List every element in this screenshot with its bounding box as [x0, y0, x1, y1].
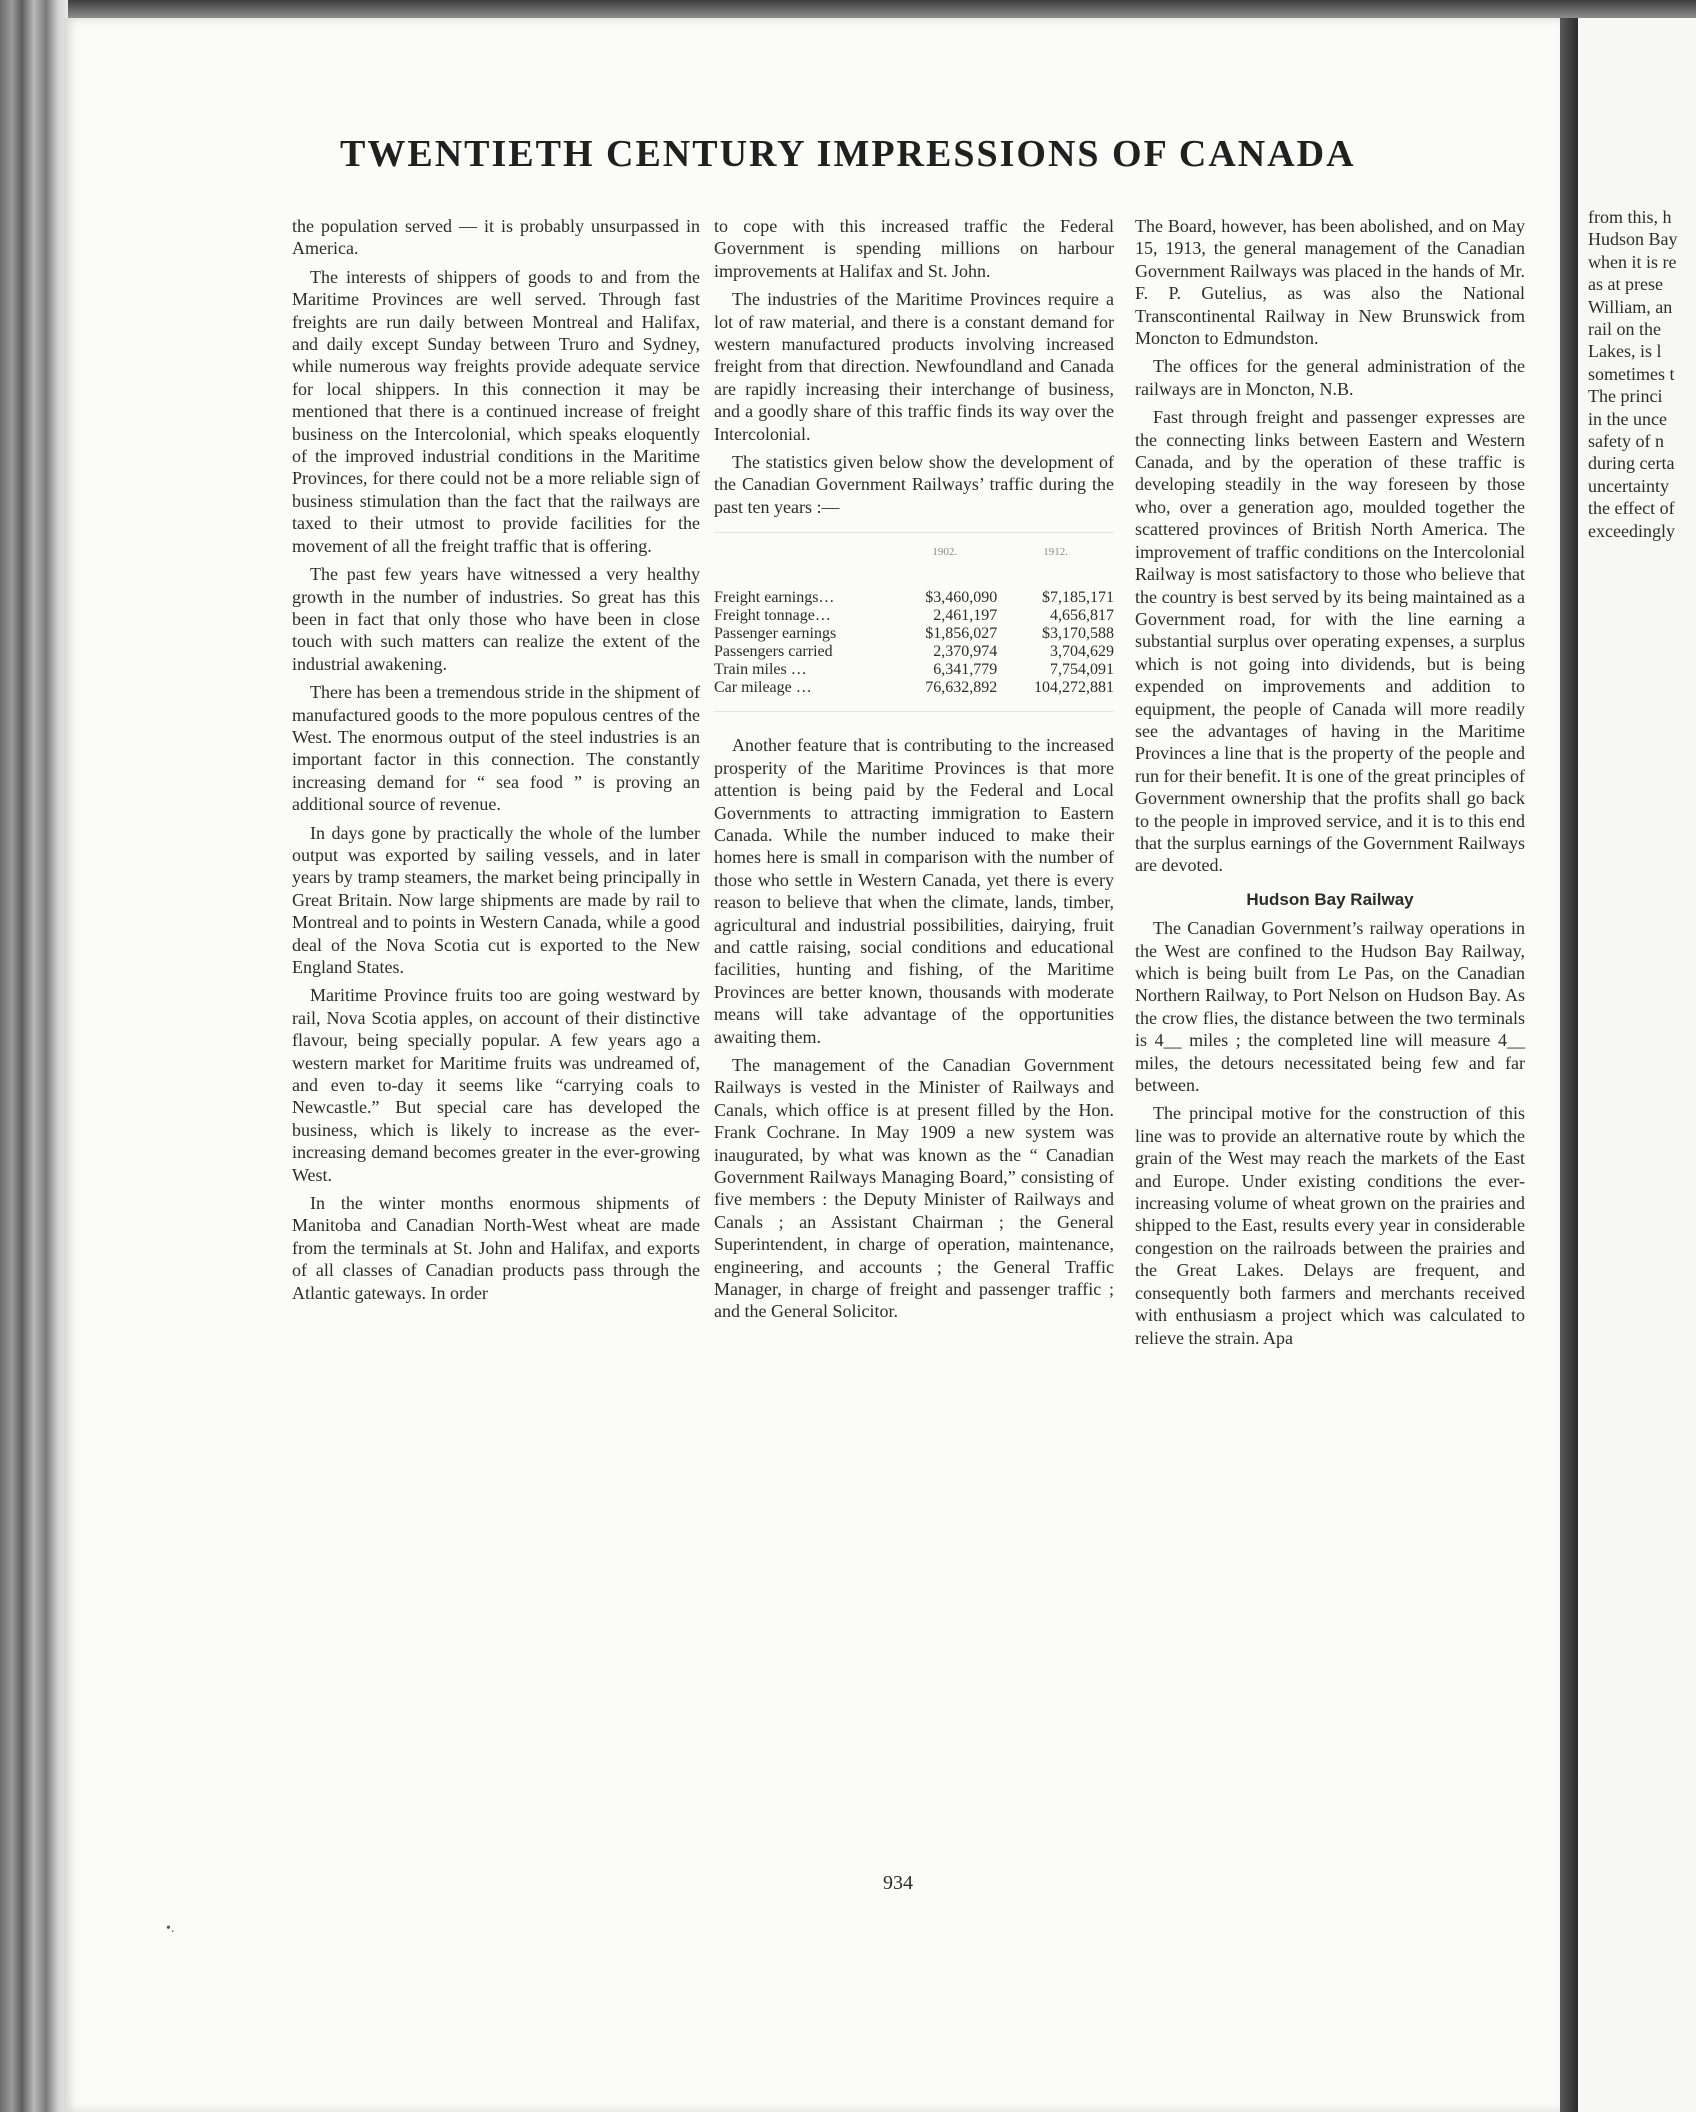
- next-page-line: The princi: [1588, 386, 1663, 407]
- stray-mark: •.: [166, 1921, 175, 1936]
- next-page-line: uncertainty: [1588, 475, 1669, 496]
- table-cell: $3,170,588: [1042, 625, 1114, 643]
- scan-left-edge: [0, 0, 68, 2112]
- next-page-line: in the unce: [1588, 408, 1667, 429]
- column-3: [1135, 215, 1525, 1355]
- paragraph: The offices for the general administration of the railways are in Moncton, N.B.: [1135, 356, 1525, 399]
- paragraph: The industries of the Maritime Provinces require a lot of raw material, and there is a constant demand for western manufactured products involving increased freight from that direction. Newfoundland and Canada are rapidly increasing their interchange of business, and a goodly share of this traffic finds its way over the Intercolonial.: [714, 289, 1114, 444]
- table-cell: $1,856,027: [925, 625, 998, 643]
- next-page-line: the effect of: [1588, 498, 1675, 519]
- table-cell: 6,341,779: [933, 661, 998, 679]
- paragraph: Another feature that is contributing to the increased prosperity of the Maritime Provinces is that more attention is being paid by the Federal and Local Governments to attracting immigration to Eastern Canada. While the number induced to make their homes here is small in comparison with the number of those who settle in Western Canada, yet there is every reason to believe that when the climate, lands, timber, agricultural and industrial possibilities, dairying, fruit and cattle raising, social conditions and educational facilities, hunting and fishing, of the Maritime Provinces are better known, thousands with moderate means will take advantage of the opportunities awaiting them.: [714, 735, 1114, 1047]
- next-page-line: sometimes t: [1588, 363, 1675, 384]
- paragraph: The statistics given below show the development of the Canadian Government Railways’ traffic during the past ten years :—: [714, 452, 1114, 517]
- page-title: TWENTIETH CENTURY IMPRESSIONS OF CANADA: [340, 133, 1356, 175]
- next-page-line: during certa: [1588, 453, 1675, 474]
- section-heading: Hudson Bay Railway: [1246, 889, 1414, 909]
- paragraph: The management of the Canadian Government Railways is vested in the Minister of Railways and Canals, which office is at present filled by the Hon. Frank Cochrane. In May 1909 a new system was inaugurated, by what was known as the “ Canadian Government Railways Managing Board,” consisting of five members : the Deputy Minister of Railways and Canals ; an Assistant Chairman ; the General Superintendent, in charge of operation, maintenance, engineering, and accounts ; the General Traffic Manager, in charge of freight and passenger traffic ; and the General Solicitor.: [714, 1054, 1114, 1322]
- column-2-paragraphs-bottom: [714, 734, 1114, 1323]
- table-cell: $3,460,090: [925, 589, 998, 607]
- paragraph: There has been a tremendous stride in the shipment of manufactured goods to the more populous centres of the West. The enormous output of the steel industries is an important factor in this connection. The constantly increasing demand for “ sea food ” is proving an additional source of revenue.: [292, 682, 700, 815]
- column-1: [292, 215, 700, 1310]
- statistics-table: [714, 532, 1114, 712]
- table-row: [714, 661, 1114, 679]
- table-row-label: Car mileage …: [714, 679, 892, 712]
- column-3-paragraphs-top: [1135, 215, 1525, 877]
- page-number: 934: [883, 1872, 913, 1894]
- paragraph: In the winter months enormous shipments of Manitoba and Canadian North-West wheat are made from the terminals at St. John and Halifax, and exports of all classes of Canadian products pass through the Atlantic gateways. In order: [292, 1193, 700, 1303]
- table-row: [714, 607, 1114, 625]
- next-page-line: Hudson Bay: [1588, 229, 1678, 250]
- next-page-line: as at prese: [1588, 274, 1663, 295]
- table-cell: 2,461,197: [933, 607, 998, 625]
- paragraph: Fast through freight and passenger expresses are the connecting links between Eastern and Western Canada, and by the operation of these traffic is developing steadily in the way foreseen by those who, over a generation ago, moulded together the scattered provinces of British North America. The improvement of traffic conditions on the Intercolonial Railway is most satisfactory to those who believe that the country is best served by its being maintained as a Government road, for with the line earning a substantial surplus over operating expenses, a surplus which is not going into dividends, but is being expended on improvements and addition to equipment, the people of Canada will more readily see the advantages of having in the Maritime Provinces a line that is the property of the people and run for their benefit. It is one of the great principles of Government ownership that the profits shall go back to the people in improved service, and it is to this end that the surplus earnings of the Government Railways are devoted.: [1135, 407, 1525, 876]
- next-page-line: safety of n: [1588, 431, 1664, 452]
- next-page-line: from this, h: [1588, 207, 1672, 227]
- table-row-label: Freight tonnage…: [714, 607, 831, 625]
- scan-top-edge: [0, 0, 1696, 18]
- table-cell: $7,185,171: [1042, 589, 1114, 607]
- column-2: [714, 215, 1114, 1329]
- table-cell: 4,656,817: [1050, 607, 1114, 625]
- paragraph: The principal motive for the construction of this line was to provide an alternative route by which the grain of the West may reach the markets of the East and Europe. Under existing conditions the ever-increasing volume of wheat grown on the prairies and shipped to the East, results every year in considerable congestion on the railroads between the prairies and the Great Lakes. Delays are frequent, and consequently both farmers and merchants received with enthusiasm a project which was calculated to relieve the strain. Apa: [1135, 1103, 1525, 1348]
- paragraph: The Board, however, has been abolished, and on May 15, 1913, the general management of the Canadian Government Railways was placed in the hands of Mr. F. P. Gutelius, as was also the National Transcontinental Railway in New Brunswick from Moncton to Edmundston.: [1135, 216, 1525, 349]
- paragraph: to cope with this increased traffic the Federal Government is spending millions on harbour improvements at Halifax and St. John.: [714, 216, 1114, 281]
- table-row: [714, 589, 1114, 607]
- paragraph: In days gone by practically the whole of the lumber output was exported by sailing vessels, and in later years by tramp steamers, the market being principally in Great Britain. Now large shipments are made by rail to Montreal and to points in Western Canada, while a good deal of the Nova Scotia cut is exported to the New England States.: [292, 822, 700, 977]
- table-row-label: Passenger earnings: [714, 625, 837, 643]
- table-row: [714, 679, 1114, 712]
- table-header-cell: [714, 533, 892, 590]
- next-page-line: William, an: [1588, 296, 1673, 317]
- next-page-fragment: [1578, 18, 1696, 2112]
- table-cell: 76,632,892: [892, 679, 997, 712]
- table-header-cell: 1902.: [892, 533, 997, 590]
- next-page-text: [1588, 206, 1696, 542]
- statistics-table-header: [714, 533, 1114, 590]
- page-gutter: [1560, 18, 1578, 2112]
- table-cell: 7,754,091: [1050, 661, 1114, 679]
- next-page-line: when it is re: [1588, 251, 1677, 272]
- table-row: [714, 625, 1114, 643]
- table-cell: 104,272,881: [997, 679, 1114, 712]
- column-2-paragraphs-top: [714, 215, 1114, 518]
- paragraph: The past few years have witnessed a very healthy growth in the number of industries. So great has this been in fact that only those who have been in close touch with such matters can realize the extent of the industrial awakening.: [292, 564, 700, 674]
- table-header-cell: 1912.: [997, 533, 1114, 590]
- paragraph: the population served — it is probably unsurpassed in America.: [292, 216, 700, 259]
- table-row-label: Passengers carried: [714, 643, 833, 661]
- table-cell: 3,704,629: [1050, 643, 1114, 661]
- next-page-line: Lakes, is l: [1588, 341, 1662, 362]
- table-row-label: Train miles …: [714, 661, 807, 679]
- paragraph: The interests of shippers of goods to and from the Maritime Provinces are well served. Through fast freights are run daily between Montreal and Halifax, and daily except Sunday between Truro and Sydney, while numerous way freights provide adequate service for local shippers. In this connection it may be mentioned that there is a continued increase of freight business on the Intercolonial, which speaks eloquently of the improved industrial conditions in the Maritime Provinces, for there could not be a more reliable sign of business stimulation than the fact that the railways are taxed to their utmost to provide facilities for the movement of all the freight traffic that is offering.: [292, 266, 700, 556]
- table-row: [714, 643, 1114, 661]
- column-3-paragraphs-bottom: [1135, 917, 1525, 1349]
- paragraph: Maritime Province fruits too are going westward by rail, Nova Scotia apples, on account of their distinctive flavour, being specially popular. A few years ago a western market for Maritime fruits was undreamed of, and even to-day it seems like “carrying coals to Newcastle.” But special care has developed the business, which is likely to increase as the ever-increasing demand becomes greater in the ever-growing West.: [292, 985, 700, 1185]
- table-row-label: Freight earnings…: [714, 589, 835, 607]
- paragraph: The Canadian Government’s railway operations in the West are confined to the Hudson Bay Railway, which is being built from Le Pas, on the Canadian Northern Railway, to Port Nelson on Hudson Bay. As the crow flies, the distance between the two terminals is 4__ miles ; the completed line will measure 4__ miles, the detours necessitated being few and far between.: [1135, 918, 1525, 1096]
- next-page-line: exceedingly: [1588, 520, 1675, 541]
- next-page-line: rail on the: [1588, 319, 1661, 340]
- table-cell: 2,370,974: [933, 643, 998, 661]
